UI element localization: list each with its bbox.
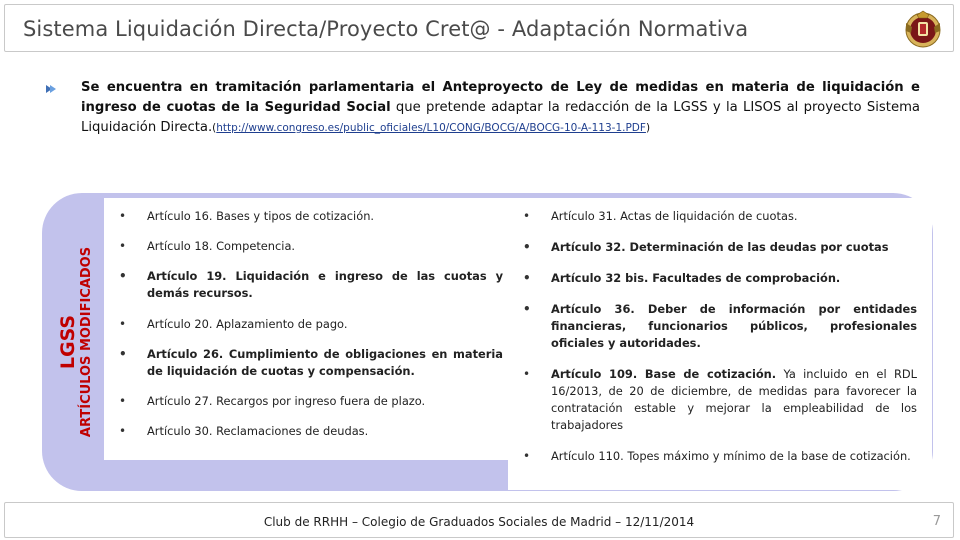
article-item-text: Artículo 30. Reclamaciones de deudas.: [147, 424, 369, 438]
article-item-text: Artículo 32 bis. Facultades de comprobación.: [551, 271, 841, 285]
arrow-bullet-icon: [44, 82, 58, 96]
link-open-paren: (: [212, 122, 217, 134]
article-item: [551, 208, 917, 225]
article-item-text: Artículo 26. Cumplimiento de obligaciones en materia de liquidación de cuotas y compensación.: [147, 347, 503, 378]
article-item: [147, 316, 503, 333]
article-item: [147, 238, 503, 255]
intro-paragraph: [44, 78, 920, 138]
article-item-text: Artículo 19. Liquidación e ingreso de las cuotas y demás recursos.: [147, 269, 503, 300]
header-bar: [4, 4, 954, 52]
intro-normal-text: que pretende adaptar la redacción de la LGSS y la LISOS al proyecto Sistema Liquidación Directa.: [81, 100, 920, 135]
article-item-bold: Artículo 109. Base de cotización.: [551, 367, 777, 381]
article-item-text: Artículo 36. Deber de información por entidades financieras, funcionarios públicos, profesionales oficiales y autoridades.: [551, 302, 917, 350]
article-item: [551, 270, 917, 287]
article-item-text: Artículo 110. Topes máximo y mínimo de la base de cotización.: [551, 449, 911, 463]
bocg-link[interactable]: http://www.congreso.es/public_oficiales/L10/CONG/BOCG/A/BOCG-10-A-113-1.PDF: [216, 122, 646, 134]
slide-title: Sistema Liquidación Directa/Proyecto Cret@ - Adaptación Normativa: [23, 17, 749, 41]
coat-of-arms-icon: [903, 9, 943, 49]
side-subtitle: ARTÍCULOS MODIFICADOS: [79, 246, 94, 438]
article-item-text: Artículo 16. Bases y tipos de cotización.: [147, 209, 375, 223]
article-item-text: Artículo 27. Recargos por ingreso fuera de plazo.: [147, 394, 426, 408]
article-item: [147, 208, 503, 225]
footer-bar: [4, 502, 954, 538]
article-item-text: Ya incluido en el RDL 16/2013, de 20 de diciembre, de medidas para favorecer la contratación estable y mejorar la empleabilidad de los trabajadores: [551, 367, 917, 432]
side-title: LGSS: [57, 314, 79, 370]
article-item: [551, 239, 917, 256]
right-article-list: [551, 208, 917, 465]
link-close-paren: ): [645, 122, 651, 134]
article-item: [147, 393, 503, 410]
footer-text: Club de RRHH – Colegio de Graduados Sociales de Madrid – 12/11/2014: [263, 515, 695, 529]
article-item: [551, 301, 917, 352]
intro-bold-text: Se encuentra en tramitación parlamentaria el Anteproyecto de Ley de medidas en materia de liquidación e ingreso de cuotas de la Seguridad Social: [81, 80, 920, 115]
article-item: [551, 448, 917, 465]
article-item: [147, 268, 503, 302]
article-item-text: Artículo 18. Competencia.: [147, 239, 296, 253]
article-item: [147, 423, 503, 440]
article-item-text: Artículo 32. Determinación de las deudas por cuotas: [551, 240, 889, 254]
left-article-list: [147, 208, 503, 440]
page-number: 7: [932, 514, 941, 529]
article-item: [551, 366, 917, 434]
article-item: [147, 346, 503, 380]
article-item-text: Artículo 31. Actas de liquidación de cuotas.: [551, 209, 798, 223]
article-item-text: Artículo 20. Aplazamiento de pago.: [147, 317, 348, 331]
